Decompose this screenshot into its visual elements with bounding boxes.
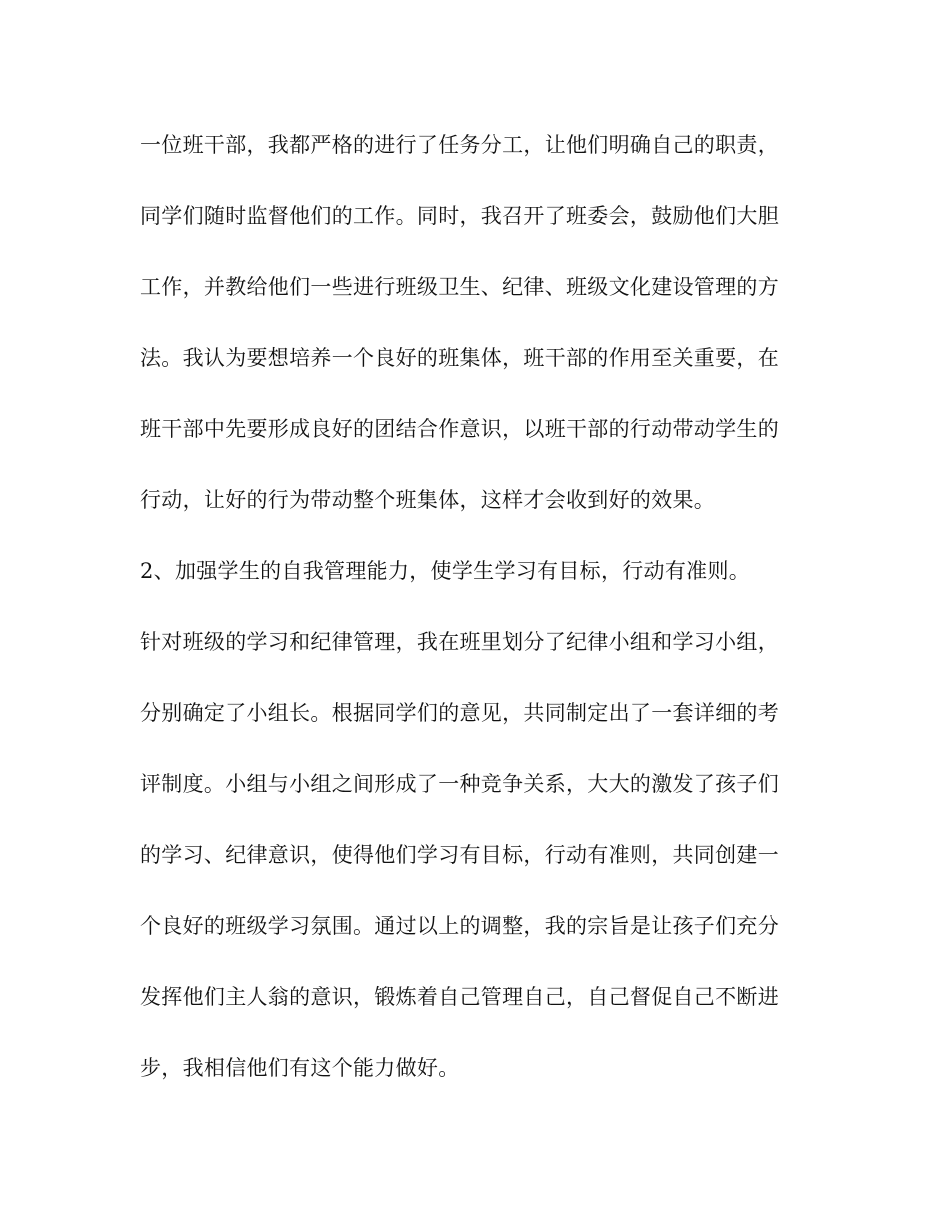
text-line: 评制度。小组与小组之间形成了一种竞争关系，大大的激发了孩子们 bbox=[140, 772, 779, 796]
text-line: 同学们随时监督他们的工作。同时，我召开了班委会，鼓励他们大胆 bbox=[140, 204, 779, 228]
text-line: 发挥他们主人翁的意识，锻炼着自己管理自己，自己督促自己不断进 bbox=[140, 985, 779, 1009]
text-line: 行动，让好的行为带动整个班集体，这样才会收到好的效果。 bbox=[140, 488, 716, 512]
text-line: 个良好的班级学习氛围。通过以上的调整，我的宗旨是让孩子们充分 bbox=[140, 914, 779, 938]
text-line: 工作，并教给他们一些进行班级卫生、纪律、班级文化建设管理的方 bbox=[140, 275, 779, 299]
text-line: 的学习、纪律意识，使得他们学习有目标，行动有准则，共同创建一 bbox=[140, 843, 779, 867]
text-line: 针对班级的学习和纪律管理，我在班里划分了纪律小组和学习小组， bbox=[140, 630, 779, 654]
text-line: 班干部中先要形成良好的团结合作意识，以班干部的行动带动学生的 bbox=[140, 417, 779, 441]
text-line: 法。我认为要想培养一个良好的班集体，班干部的作用至关重要，在 bbox=[140, 346, 779, 370]
text-line: 一位班干部，我都严格的进行了任务分工，让他们明确自己的职责， bbox=[140, 133, 779, 157]
text-line: 步，我相信他们有这个能力做好。 bbox=[140, 1056, 460, 1080]
section-heading: 2、加强学生的自我管理能力，使学生学习有目标，行动有准则。 bbox=[140, 559, 751, 583]
text-line: 分别确定了小组长。根据同学们的意见，共同制定出了一套详细的考 bbox=[140, 701, 779, 725]
